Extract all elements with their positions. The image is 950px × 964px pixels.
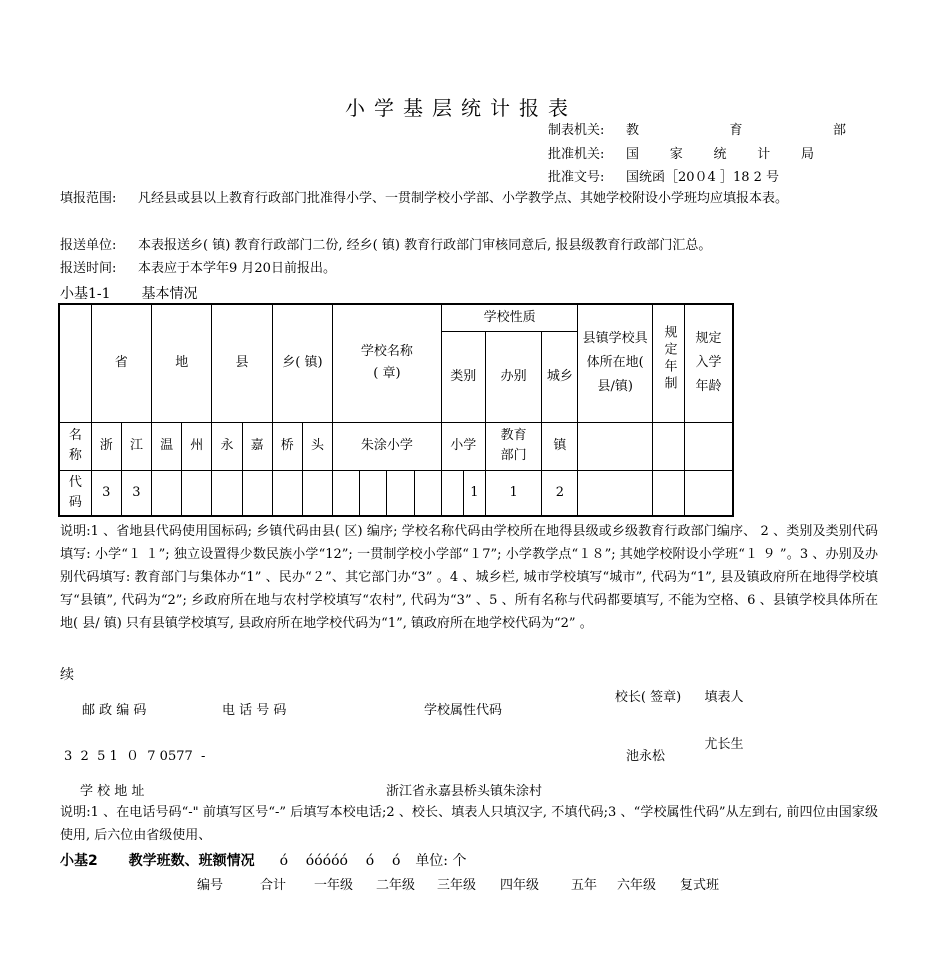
code-province-2: 3 <box>121 470 151 516</box>
address-value: 浙江省永嘉县桥头镇朱涂村 <box>386 784 543 799</box>
meta-value: 国统函［20０4 ］18 2 号 <box>626 170 780 185</box>
col-grade-1: 一年级 <box>314 878 354 893</box>
code-cell <box>212 470 242 516</box>
name-city-2: 州 <box>182 422 212 470</box>
row-code-label: 代码 <box>59 470 91 516</box>
name-urban: 镇 <box>542 422 578 470</box>
intro-scope <box>60 187 880 210</box>
header-province: 省 <box>91 304 151 422</box>
code-cell <box>333 470 360 516</box>
code-location <box>578 470 652 516</box>
name-city-1: 温 <box>152 422 182 470</box>
postal-label: 邮 政 编 码 <box>82 703 147 718</box>
header-location: 县镇学校具体所在地( 县/镇) <box>578 304 652 422</box>
continued-label: 续 <box>60 667 74 683</box>
basic-info-table <box>58 303 734 517</box>
principal-name: 池永松 <box>626 749 666 764</box>
note-1: 说明:1 、省地县代码使用国标码; 乡镇代码由县( 区) 编序; 学校名称代码由学校所在地得县级或乡级教育行政部门编序、 2 、类别及类别代码填写: 小学“１ １”; 独立设置得少数民族小学“12”; 一贯制学校小学部“１7”; 小学教学点“１８”; 其她学校附设小学班“１ ９ ”。3 、办别及办别代码填写: 教育部门与集体办“1” 、民办“２”、其它部门办“3” 。4 、城乡栏, 城市学校填写“城市”, 代码为“1”, 县及镇政府所在地得学校填写“县镇”, 代码为“2”; 乡政府所在地与农村学校填写“农村”, 代码为“3” 、5 、所有名称与代码都要填写, 不能为空格、6 、县镇学校具体所在地( 县/ 镇) 只有县镇学校填写, 县政府所在地学校代码为“1”, 镇政府所在地学校代码为“2” 。 <box>60 524 878 631</box>
name-county-1: 永 <box>212 422 242 470</box>
col-multigrade: 复式班 <box>680 878 720 893</box>
col-grade-5: 五年 <box>571 878 598 893</box>
header-school-name: 学校名称 ( 章) <box>333 304 442 422</box>
intro-text: 本表应于本学年9 月20日前报出。 <box>138 261 336 276</box>
meta-label: 批准机关: <box>548 147 605 162</box>
code-cell <box>272 470 302 516</box>
name-province-1: 浙 <box>91 422 121 470</box>
postal-phone-value: 3 2 5 1 ０ 7 0577 - <box>64 749 206 764</box>
meta-value: 国 家 统 计 局 <box>626 147 814 162</box>
header-years-text: 规定年制 <box>661 325 677 394</box>
name-county-2: 嘉 <box>242 422 272 470</box>
name-type: 小学 <box>441 422 485 470</box>
table2-filler: ó óóóóó ó ó <box>279 853 401 869</box>
meta-label: 制表机关: <box>548 123 605 138</box>
code-years <box>652 470 684 516</box>
intro-text: 本表报送乡( 镇) 教育行政部门二份, 经乡( 镇) 教育行政部门审核同意后, 报县级教育行政部门汇总。 <box>138 238 712 253</box>
meta-approver <box>548 143 814 162</box>
col-grade-3: 三年级 <box>437 878 477 893</box>
code-cell <box>360 470 387 516</box>
header-town: 乡( 镇) <box>272 304 332 422</box>
header-type: 类别 <box>441 331 485 422</box>
header-years <box>652 304 684 422</box>
intro-time <box>60 257 880 280</box>
table2-title: 教学班数、班额情况 <box>128 853 255 869</box>
code-urban: 2 <box>542 470 578 516</box>
phone-label: 电 话 号 码 <box>222 703 287 718</box>
intro-text: 凡经县或县以上教育行政部门批准得小学、一贯制学校小学部、小学教学点、其她学校附设小学班均应填报本表。 <box>138 191 789 206</box>
table2-caption <box>60 850 466 870</box>
principal-label: 校长( 签章) <box>614 690 682 705</box>
col-grade-2: 二年级 <box>376 878 416 893</box>
table1-code: 小基1-1 <box>60 286 111 302</box>
meta-value: 教 育 部 <box>626 123 846 138</box>
code-sponsor: 1 <box>485 470 541 516</box>
page-title: 小学基层统计报表 <box>345 96 577 120</box>
meta-label: 批准文号: <box>548 170 605 185</box>
name-school: 朱涂小学 <box>333 422 442 470</box>
table2-code: 小基2 <box>60 853 98 869</box>
code-cell <box>387 470 414 516</box>
table1-title: 基本情况 <box>141 286 198 302</box>
code-type: 1 <box>463 470 485 516</box>
note-2: 说明:1 、在电话号码“-" 前填写区号“-” 后填写本校电话;2 、校长、填表人只填汉字, 不填代码;3 、“学校属性代码”从左到右, 前四位由国家级使用, 后六位由省级使用、 <box>60 805 878 843</box>
intro-unit <box>60 234 880 257</box>
code-cell <box>242 470 272 516</box>
corner-cell <box>59 304 91 422</box>
col-total: 合计 <box>260 878 287 893</box>
code-cell <box>152 470 182 516</box>
header-urban: 城乡 <box>542 331 578 422</box>
col-number: 编号 <box>197 878 224 893</box>
name-location <box>578 422 652 470</box>
table1-caption <box>60 283 197 303</box>
col-grade-4: 四年级 <box>500 878 540 893</box>
col-grade-6: 六年级 <box>617 878 657 893</box>
header-city: 地 <box>152 304 212 422</box>
code-cell <box>414 470 441 516</box>
header-sponsor: 办别 <box>485 331 541 422</box>
filler-label: 填表人 <box>704 690 744 705</box>
meta-docno <box>548 166 779 185</box>
filler-name: 尤长生 <box>704 737 744 752</box>
meta-issuer <box>548 119 846 138</box>
attr-code-label: 学校属性代码 <box>424 703 503 718</box>
name-province-2: 江 <box>121 422 151 470</box>
name-years <box>652 422 684 470</box>
code-cell <box>182 470 212 516</box>
code-cell <box>441 470 463 516</box>
intro-label: 填报范围: <box>60 191 117 206</box>
name-town-2: 头 <box>302 422 332 470</box>
intro-label: 报送时间: <box>60 261 117 276</box>
name-age <box>685 422 733 470</box>
table2-unit: 单位: 个 <box>415 853 467 869</box>
header-county: 县 <box>212 304 272 422</box>
intro-label: 报送单位: <box>60 238 117 253</box>
header-age: 规定入学年龄 <box>685 304 733 422</box>
code-age <box>685 470 733 516</box>
address-label: 学 校 地 址 <box>80 784 145 799</box>
name-town-1: 桥 <box>272 422 302 470</box>
code-cell <box>302 470 332 516</box>
code-province-1: 3 <box>91 470 121 516</box>
name-sponsor: 教育部门 <box>485 422 541 470</box>
header-school-nature: 学校性质 <box>441 304 578 331</box>
row-name-label: 名称 <box>59 422 91 470</box>
